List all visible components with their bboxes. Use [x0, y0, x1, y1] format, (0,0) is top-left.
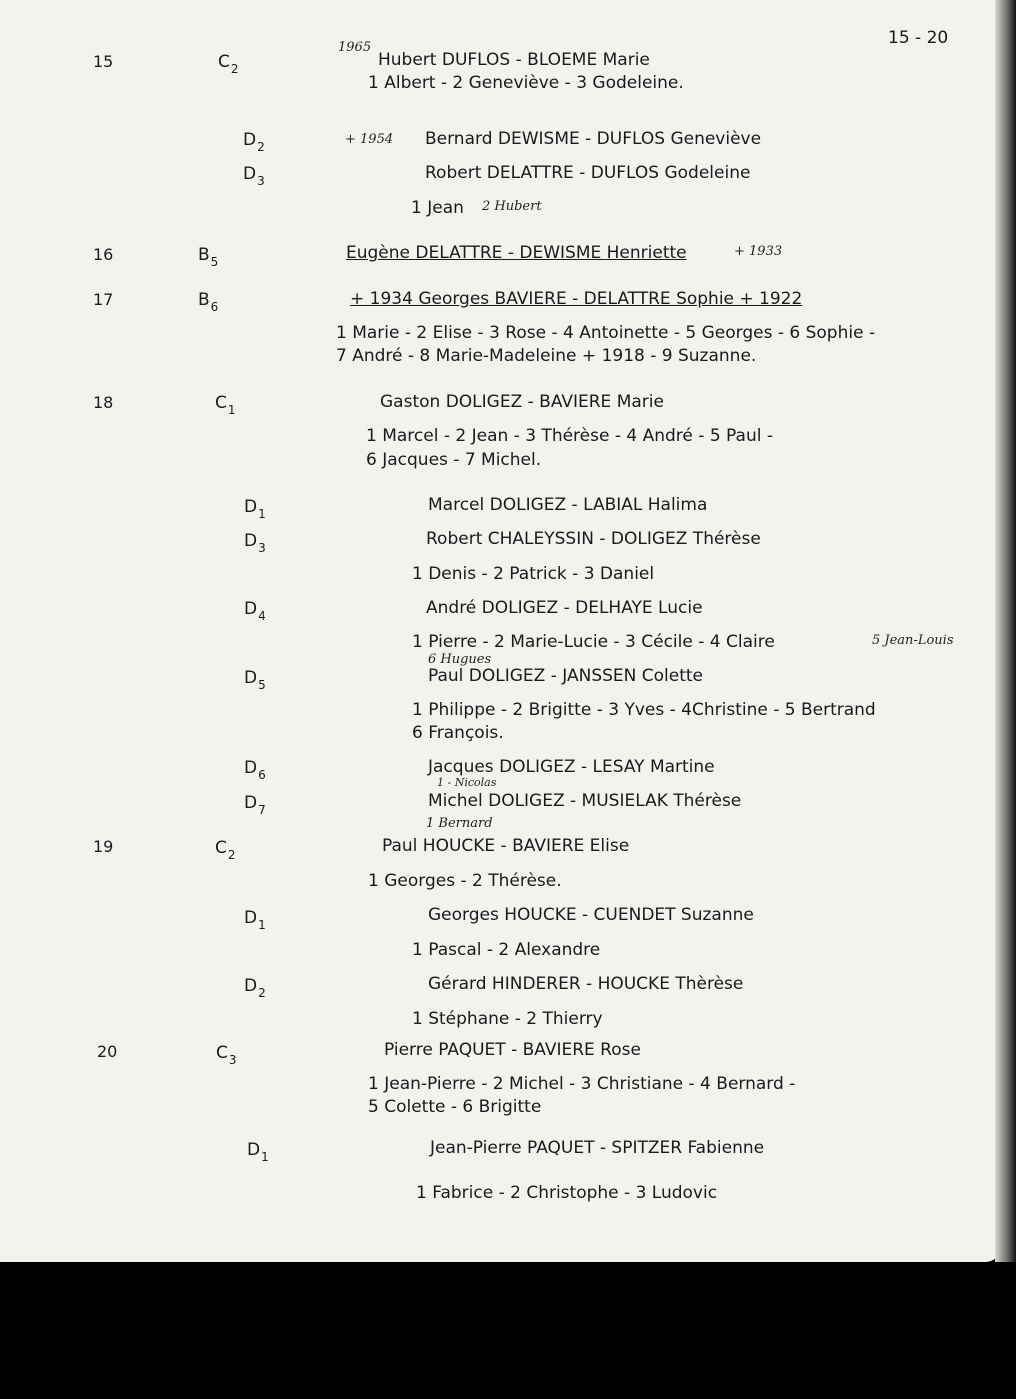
children-line: 1 Georges - 2 Thérèse. [368, 871, 562, 891]
generation-code: $B_6$ [198, 290, 219, 314]
marriage-line: Bernard DEWISME - DUFLOS Geneviève [425, 129, 762, 149]
children-line: 5 Colette - 6 Brigitte [368, 1097, 542, 1117]
generation-code: $D_4$ [244, 599, 266, 623]
handwritten-note: 6 Hugues [428, 652, 492, 667]
generation-code: $D_2$ [244, 976, 266, 1000]
generation-code: $C_1$ [215, 393, 236, 417]
generation-code: $D_6$ [244, 758, 266, 782]
children-line: 1 Denis - 2 Patrick - 3 Daniel [412, 564, 655, 584]
entry-number: 17 [93, 290, 114, 309]
marriage-line: Jacques DOLIGEZ - LESAY Martine [428, 757, 715, 777]
children-line: 1 Philippe - 2 Brigitte - 3 Yves - 4Christine - 5 Bertrand [412, 700, 876, 720]
marriage-line: André DOLIGEZ - DELHAYE Lucie [426, 598, 703, 618]
page-label: 15 - 20 [888, 28, 949, 48]
handwritten-note: 1 - Nicolas [437, 776, 497, 789]
handwritten-note: + 1933 [734, 244, 783, 259]
marriage-line: Georges HOUCKE - CUENDET Suzanne [428, 905, 754, 925]
generation-code: $D_1$ [244, 497, 266, 521]
children-line: 1 Stéphane - 2 Thierry [412, 1009, 603, 1029]
generation-code: $C_3$ [216, 1043, 237, 1067]
marriage-line: Robert CHALEYSSIN - DOLIGEZ Thérèse [426, 529, 761, 549]
children-line: 1 Marie - 2 Elise - 3 Rose - 4 Antoinette - 5 Georges - 6 Sophie - [336, 323, 876, 343]
handwritten-note: 2 Hubert [482, 199, 542, 214]
marriage-line: Eugène DELATTRE - DEWISME Henriette [346, 243, 687, 263]
marriage-line: Jean-Pierre PAQUET - SPITZER Fabienne [430, 1138, 765, 1158]
marriage-line: + 1934 Georges BAVIERE - DELATTRE Sophie + 1922 [350, 289, 803, 309]
handwritten-note: 1 Bernard [426, 816, 493, 831]
children-line: 1 Jean [411, 198, 464, 218]
generation-code: $D_3$ [244, 531, 266, 555]
children-line: 6 Jacques - 7 Michel. [366, 450, 542, 470]
generation-code: $D_3$ [243, 164, 265, 188]
entry-number: 19 [93, 837, 114, 856]
entry-number: 16 [93, 245, 114, 264]
page-edge [995, 0, 1016, 1262]
children-line: 1 Marcel - 2 Jean - 3 Thérèse - 4 André - 5 Paul - [366, 426, 773, 446]
children-line: 1 Pierre - 2 Marie-Lucie - 3 Cécile - 4 Claire [412, 632, 775, 652]
marriage-line: Marcel DOLIGEZ - LABIAL Halima [428, 495, 708, 515]
marriage-line: Robert DELATTRE - DUFLOS Godeleine [425, 163, 751, 183]
generation-code: $C_2$ [215, 838, 236, 862]
marriage-line: Pierre PAQUET - BAVIERE Rose [384, 1040, 641, 1060]
marriage-line: Hubert DUFLOS - BLOEME Marie [378, 50, 650, 70]
handwritten-note: 5 Jean-Louis [872, 633, 954, 648]
generation-code: $D_1$ [247, 1140, 269, 1164]
entry-number: 18 [93, 393, 114, 412]
children-line: 7 André - 8 Marie-Madeleine + 1918 - 9 Suzanne. [336, 346, 757, 366]
generation-code: $D_2$ [243, 130, 265, 154]
generation-code: $B_5$ [198, 245, 219, 269]
marriage-line: Paul HOUCKE - BAVIERE Elise [382, 836, 630, 856]
generation-code: $D_1$ [244, 908, 266, 932]
marriage-line: Gérard HINDERER - HOUCKE Thèrèse [428, 974, 744, 994]
generation-code: $D_5$ [244, 668, 266, 692]
children-line: 1 Fabrice - 2 Christophe - 3 Ludovic [416, 1183, 718, 1203]
handwritten-note: 1965 [338, 40, 372, 55]
generation-code: $C_2$ [218, 52, 239, 76]
children-line: 6 François. [412, 723, 504, 743]
marriage-line: Michel DOLIGEZ - MUSIELAK Thérèse [428, 791, 742, 811]
entry-number: 15 [93, 52, 114, 71]
children-line: 1 Pascal - 2 Alexandre [412, 940, 601, 960]
generation-code: $D_7$ [244, 793, 266, 817]
marriage-line: Paul DOLIGEZ - JANSSEN Colette [428, 666, 704, 686]
handwritten-note: + 1954 [345, 132, 394, 147]
children-line: 1 Albert - 2 Geneviève - 3 Godeleine. [368, 73, 684, 93]
children-line: 1 Jean-Pierre - 2 Michel - 3 Christiane - 4 Bernard - [368, 1074, 796, 1094]
marriage-line: Gaston DOLIGEZ - BAVIERE Marie [380, 392, 664, 412]
entry-number: 20 [97, 1042, 118, 1061]
